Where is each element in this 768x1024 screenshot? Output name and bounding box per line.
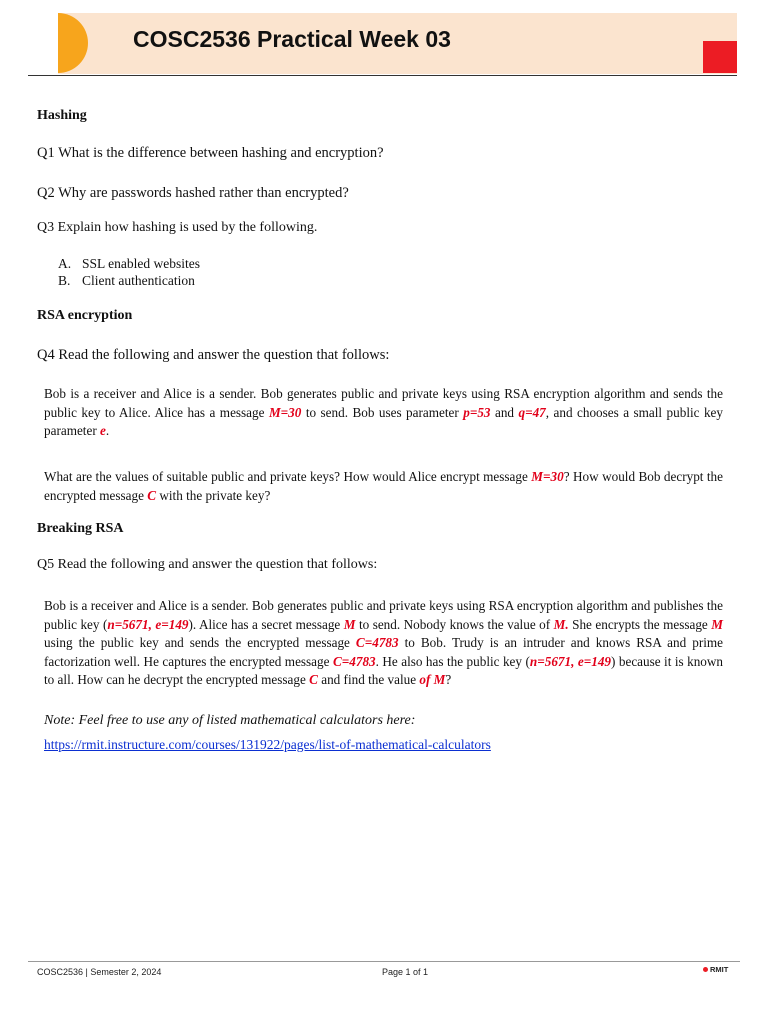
text-run: , and chooses a small public key parameter xyxy=(44,404,723,438)
highlight-q: q=47 xyxy=(518,404,546,420)
highlight-c: C=4783 xyxy=(332,653,376,669)
highlight-m: M. xyxy=(553,616,569,632)
calculators-link[interactable]: https://rmit.instructure.com/courses/131922/pages/list-of-mathematical-calculators xyxy=(44,737,491,752)
text-run: . He also has the public key ( xyxy=(375,653,530,669)
question-4-tasks xyxy=(44,468,723,505)
text-run: and find the value xyxy=(317,672,420,687)
section-heading-rsa: RSA encryption xyxy=(37,308,133,323)
footer-page-number: Page 1 of 1 xyxy=(382,967,429,977)
text-run: . xyxy=(105,423,110,438)
highlight-c: C xyxy=(309,672,318,687)
highlight-of-m: of M xyxy=(419,672,446,687)
list-marker: B. xyxy=(58,273,71,288)
calculator-note: Note: Feel free to use any of listed mathematical calculators here: xyxy=(44,713,416,728)
highlight-c: C=4783 xyxy=(355,635,399,650)
list-item xyxy=(58,255,200,272)
highlight-m: M xyxy=(343,616,356,632)
highlight-m: M=30 xyxy=(531,469,564,484)
footer-course-semester: COSC2536 | Semester 2, 2024 xyxy=(37,967,162,977)
text-run: Bob is a receiver and Alice is a sender. Bob generates public and private keys using RSA encryption algorithm and publishes the public key ( xyxy=(44,598,723,632)
question-3-list xyxy=(58,255,200,289)
section-heading-breaking-rsa: Breaking RSA xyxy=(37,521,124,536)
text-run: ). Alice has a secret message xyxy=(188,616,344,632)
header-divider xyxy=(28,75,737,76)
logo-dot-icon xyxy=(703,967,708,972)
list-item-text: Client authentication xyxy=(82,273,195,288)
document-title: COSC2536 Practical Week 03 xyxy=(133,26,451,52)
section-heading-hashing: Hashing xyxy=(37,108,87,123)
logo-text: RMIT xyxy=(710,965,729,974)
text-run: ) because it is known to all. How can he decrypt the encrypted message xyxy=(44,653,724,687)
text-run: and xyxy=(490,404,519,420)
question-1: Q1 What is the difference between hashing and encryption? xyxy=(37,145,384,161)
highlight-c: C xyxy=(147,487,157,503)
rmit-logo xyxy=(703,965,728,974)
highlight-public-key: n=5671, e=149 xyxy=(529,653,612,669)
text-run: What are the values of suitable public and private keys? How would Alice encrypt message xyxy=(44,469,532,484)
question-5-scenario xyxy=(44,597,723,690)
list-item-text: SSL enabled websites xyxy=(82,256,200,271)
footer-divider xyxy=(28,961,740,962)
list-item xyxy=(58,272,200,289)
highlight-p: p=53 xyxy=(463,404,491,420)
text-run: to send. Bob uses parameter xyxy=(301,404,464,420)
highlight-e: e xyxy=(100,423,106,438)
text-run: She encrypts the message xyxy=(568,616,712,632)
text-run: Bob is a receiver and Alice is a sender. Bob generates public and private keys using RSA encryption algorithm and sends the public key to Alice. Alice has a message xyxy=(44,386,723,420)
highlight-m: M xyxy=(711,616,724,632)
text-run: ? How would Bob decrypt the encrypted message xyxy=(44,469,723,503)
text-run: to send. Nobody knows the value of xyxy=(355,616,554,632)
highlight-public-key: n=5671, e=149 xyxy=(107,616,189,632)
question-3: Q3 Explain how hashing is used by the following. xyxy=(37,220,318,235)
text-run: ? xyxy=(445,672,452,687)
question-2: Q2 Why are passwords hashed rather than encrypted? xyxy=(37,185,349,201)
question-4-scenario xyxy=(44,385,723,441)
question-5: Q5 Read the following and answer the question that follows: xyxy=(37,557,378,572)
text-run: using the public key and sends the encrypted message xyxy=(44,635,356,650)
red-corner-graphic xyxy=(703,41,737,73)
text-run: with the private key? xyxy=(156,487,271,503)
question-4: Q4 Read the following and answer the question that follows: xyxy=(37,347,390,363)
highlight-m: M=30 xyxy=(268,404,302,420)
text-run: to Bob. Trudy is an intruder and knows RSA and prime factorization well. He captures the encrypted message xyxy=(44,635,723,669)
list-marker: A. xyxy=(58,256,72,271)
